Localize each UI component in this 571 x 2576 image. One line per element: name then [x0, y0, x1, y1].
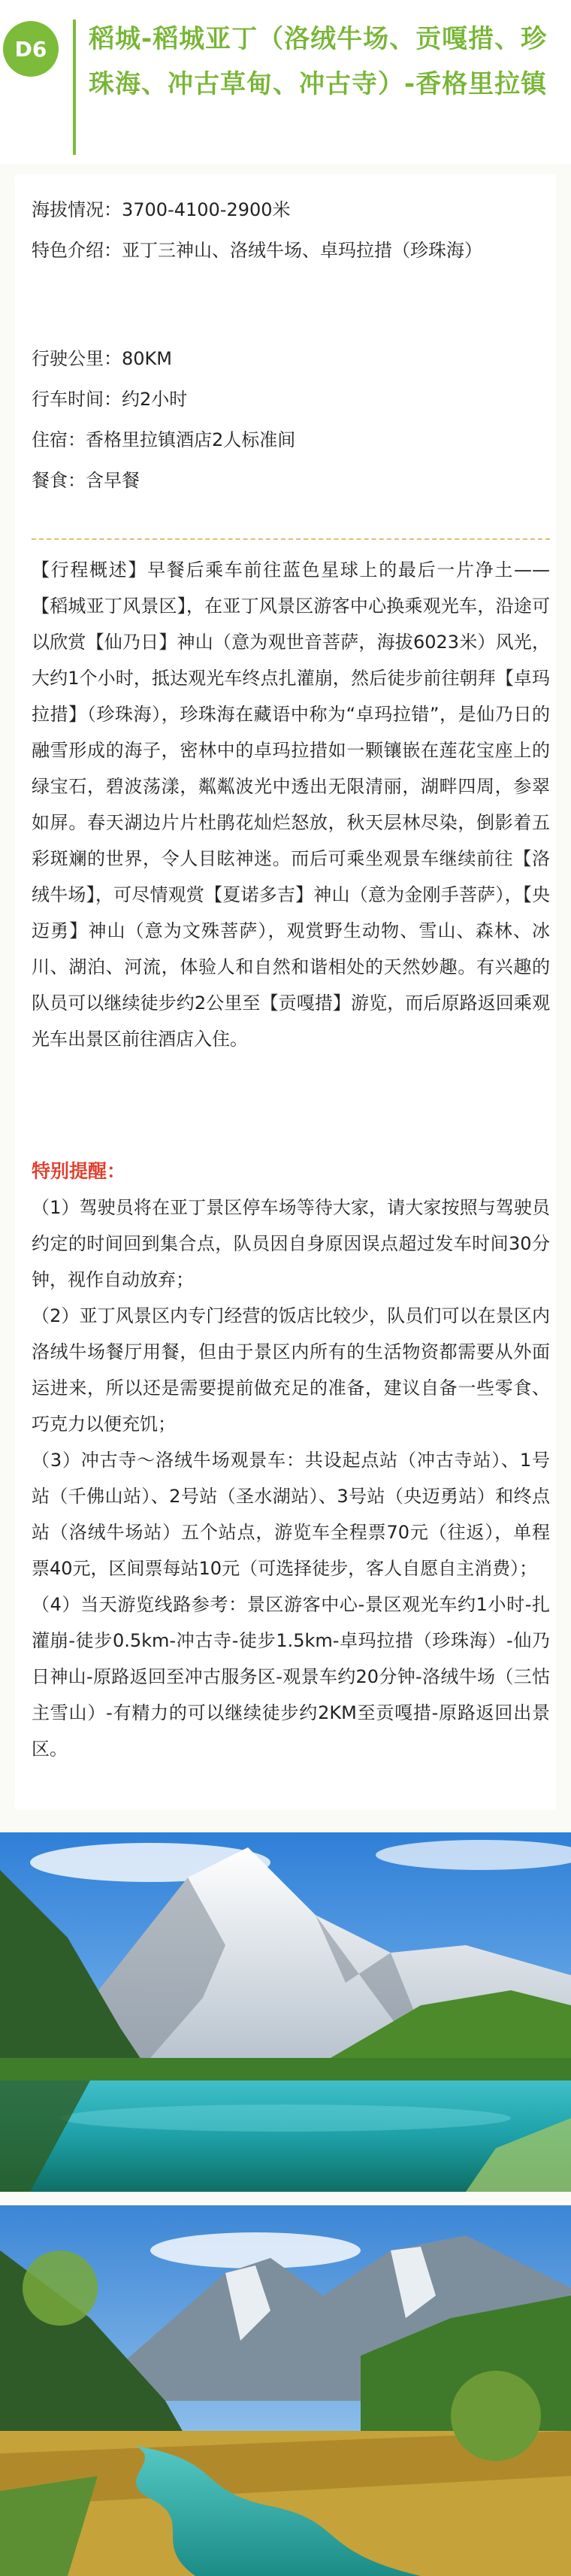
features-line: 特色介绍：亚丁三神山、洛绒牛场、卓玛拉措（珍珠海） — [32, 240, 482, 261]
page-title: 稻城-稻城亚丁（洛绒牛场、贡嘎措、珍珠海、冲古草甸、冲古寺）-香格里拉镇 — [89, 24, 548, 99]
day-header — [0, 0, 571, 164]
dashed-divider — [32, 538, 550, 540]
header-divider — [73, 20, 76, 155]
reminder-title: 特别提醒： — [32, 1160, 126, 1182]
altitude-line: 海拔情况：3700-4100-2900米 — [32, 199, 291, 220]
luorong-valley-image — [0, 2205, 571, 2576]
reminder-item: （4）当天游览线路参考：景区游客中心-景区观光车约1小时-扎灌崩-徒步0.5km-冲古寺-徒步1.5km-卓玛拉措（珍珠海）-仙乃日神山-原路返回至冲古服务区-观景车约20分钟-洛绒牛场（三怙主雪山）-有精力的可以继续徒步约2KM至贡嘎措-原路返回出景区。 — [32, 1594, 550, 1759]
lodging-line: 住宿：香格里拉镇酒店2人标准间 — [32, 429, 296, 450]
meals-line: 餐食：含早餐 — [32, 470, 140, 491]
distance-line: 行驶公里：80KM — [32, 348, 172, 369]
logistics-block — [32, 338, 550, 501]
reminder-item: （2）亚丁风景区内专门经营的饭店比较少，队员们可以在景区内洛绒牛场餐厅用餐，但由于景区内所有的生活物资都需要从外面运进来，所以还是需要提前做充足的准备，建议自备一些零食、巧克力以便充饥； — [32, 1305, 550, 1435]
day-badge: D6 — [3, 21, 59, 77]
photo-luorong-valley — [0, 2205, 571, 2576]
photo-pearl-lake — [0, 1832, 571, 2192]
reminder-list — [32, 1190, 550, 1767]
pearl-lake-image — [0, 1832, 571, 2192]
reminder-item: （3）冲古寺～洛绒牛场观景车：共设起点站（冲古寺站）、1号站（千佛山站）、2号站（圣水湖站）、3号站（央迈勇站）和终点站（洛绒牛场站）五个站点，游览车全程票70元（往返），单程票40元，区间票每站10元（可选择徒步，客人自愿自主消费）； — [32, 1450, 550, 1579]
itinerary-card — [15, 174, 556, 1810]
drive-time-line: 行车时间：约2小时 — [32, 389, 188, 410]
overview-paragraph: 【行程概述】早餐后乘车前往蓝色星球上的最后一片净土——【稻城亚丁风景区】，在亚丁风景区游客中心换乘观光车，沿途可以欣赏【仙乃日】神山（意为观世音菩萨，海拔6023米）风光，大约1个小时，抵达观光车终点扎灌崩，然后徒步前往朝拜【卓玛拉措】（珍珠海），珍珠海在藏语中称为“卓玛拉错”，是仙乃日的融雪形成的海子，密林中的卓玛拉措如一颗镶嵌在莲花宝座上的绿宝石，碧波荡漾，粼粼波光中透出无限清丽，湖畔四周，参翠如屏。春天湖边片片杜鹃花灿烂怒放，秋天层林尽染，倒影着五彩斑斓的世界，令人目眩神迷。而后可乘坐观景车继续前往【洛绒牛场】，可尽情观赏【夏诺多吉】神山（意为金刚手菩萨），【央迈勇】神山（意为文殊菩萨），观赏野生动物、雪山、森林、冰川、湖泊、河流，体验人和自然和谐相处的天然妙趣。有兴趣的队员可以继续徒步约2公里至【贡嘎措】游览，而后原路返回乘观光车出景区前往酒店入住。 — [32, 559, 550, 1050]
info-block — [32, 189, 550, 271]
reminder-item: （1）驾驶员将在亚丁景区停车场等待大家，请大家按照与驾驶员约定的时间回到集合点，队员因自身原因误点超过发车时间30分钟，视作自动放弃； — [32, 1197, 550, 1290]
